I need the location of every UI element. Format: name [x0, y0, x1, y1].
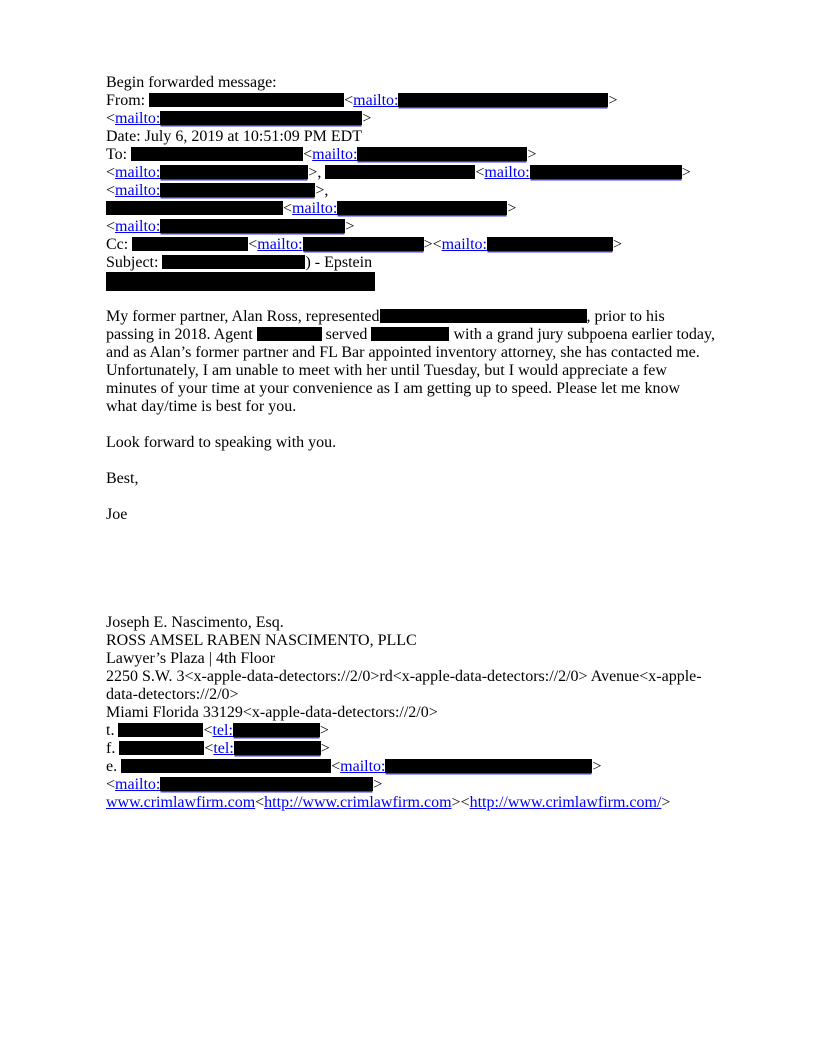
subject-suffix: ) - Epstein	[305, 254, 373, 271]
body-text: with a grand jury subpoena earlier today,	[449, 326, 715, 343]
angle-close: >	[373, 776, 383, 793]
redaction-bar	[119, 741, 204, 755]
phone-line	[106, 722, 726, 740]
angle-open: <	[475, 164, 485, 181]
angle-open: <	[204, 740, 214, 757]
redaction-bar	[380, 309, 587, 323]
closing-text: Look forward to speaking with you.	[106, 434, 337, 451]
angle-close-comma: >,	[308, 164, 322, 181]
signature-name-line	[106, 614, 726, 632]
signature-floor-line	[106, 650, 726, 668]
mailto-link[interactable]: mailto:	[115, 164, 161, 181]
redaction-bar	[162, 255, 305, 269]
redaction-bar	[371, 327, 449, 341]
angle-close: >	[345, 218, 355, 235]
body-text: passing in 2018. Agent	[106, 326, 257, 343]
blank-line	[106, 290, 726, 308]
blank-line	[106, 416, 726, 434]
blank-line	[106, 560, 726, 578]
redaction-bar	[337, 201, 507, 215]
angle-open: <	[303, 146, 313, 163]
redaction-bar	[398, 93, 608, 107]
angle-close: >	[661, 794, 671, 811]
blank-line	[106, 596, 726, 614]
blank-line	[106, 488, 726, 506]
signature-floor: Lawyer’s Plaza | 4th Floor	[106, 650, 276, 667]
closing-line	[106, 434, 726, 452]
angle-close: >	[592, 758, 602, 775]
email-label: e.	[106, 758, 122, 775]
redaction-bar	[106, 272, 375, 291]
signature-firm-line	[106, 632, 726, 650]
angle-open: <	[106, 110, 116, 127]
tel-link[interactable]: tel:	[213, 740, 234, 757]
cc-label: Cc:	[106, 236, 133, 253]
signature-city-line	[106, 704, 726, 722]
angle-close: >	[451, 794, 461, 811]
angle-close: >	[362, 110, 372, 127]
body-line-6	[106, 398, 726, 416]
body-line-2	[106, 326, 726, 344]
angle-open: <	[106, 164, 116, 181]
angle-open: <	[460, 794, 470, 811]
redaction-bar	[357, 147, 527, 161]
angle-open: <	[283, 200, 293, 217]
blank-line	[106, 578, 726, 596]
angle-open: <	[106, 776, 116, 793]
angle-open: <	[255, 794, 265, 811]
signature-city: Miami Florida 33129<x-apple-data-detectors://2/0>	[106, 704, 438, 721]
redaction-bar	[160, 165, 308, 179]
to-cont-line-2	[106, 182, 726, 200]
redaction-bar	[132, 237, 248, 251]
mailto-link[interactable]: mailto:	[292, 200, 338, 217]
begin-forwarded-line	[106, 74, 726, 92]
to-cont-line-1	[106, 164, 726, 182]
angle-open: <	[106, 182, 116, 199]
angle-close: >	[320, 740, 330, 757]
phone-label: t.	[106, 722, 119, 739]
mailto-link[interactable]: mailto:	[340, 758, 386, 775]
mailto-link[interactable]: mailto:	[115, 218, 161, 235]
from-mailto-cont-line	[106, 110, 726, 128]
body-text: , prior to his	[586, 308, 665, 325]
mailto-link[interactable]: mailto:	[115, 110, 161, 127]
redaction-bar	[160, 777, 373, 791]
website-line	[106, 794, 726, 812]
body-line-5	[106, 380, 726, 398]
body-line-4	[106, 362, 726, 380]
valediction-text: Best,	[106, 470, 139, 487]
tel-link[interactable]: tel:	[212, 722, 233, 739]
angle-close-comma: >,	[315, 182, 329, 199]
website-link[interactable]: www.crimlawfirm.com	[106, 794, 256, 811]
to-cont-line-4	[106, 218, 726, 236]
from-line	[106, 92, 726, 110]
to-cont-line-3	[106, 200, 726, 218]
to-label: To:	[106, 146, 132, 163]
angle-open: <	[432, 236, 442, 253]
angle-close: >	[608, 92, 618, 109]
body-text: My former partner, Alan Ross, represented	[106, 308, 380, 325]
redaction-bar	[234, 741, 321, 755]
redaction-bar	[303, 237, 424, 251]
redaction-bar	[131, 147, 303, 161]
mailto-link[interactable]: mailto:	[257, 236, 303, 253]
blank-line	[106, 452, 726, 470]
mailto-link[interactable]: mailto:	[312, 146, 358, 163]
email-line	[106, 758, 726, 776]
signoff-text: Joe	[106, 506, 128, 523]
mailto-link[interactable]: mailto:	[484, 164, 530, 181]
redaction-bar	[530, 165, 682, 179]
email-content	[106, 74, 726, 812]
body-line-1	[106, 308, 726, 326]
signature-street-line	[106, 668, 726, 686]
signoff-line	[106, 506, 726, 524]
mailto-link[interactable]: mailto:	[441, 236, 487, 253]
redaction-bar	[325, 165, 475, 179]
mailto-link[interactable]: mailto:	[115, 776, 161, 793]
valediction-line	[106, 470, 726, 488]
website-url-link[interactable]: http://www.crimlawfirm.com	[264, 794, 452, 811]
redaction-bar	[487, 237, 613, 251]
redaction-bar	[118, 723, 203, 737]
begin-forwarded-text: Begin forwarded message:	[106, 74, 277, 91]
date-line	[106, 128, 726, 146]
angle-close: >	[681, 164, 691, 181]
redaction-bar	[160, 111, 362, 125]
website-url-link[interactable]: http://www.crimlawfirm.com/	[469, 794, 662, 811]
redaction-bar	[233, 723, 320, 737]
redaction-bar	[385, 759, 592, 773]
body-text: and as Alan’s former partner and FL Bar appointed inventory attorney, she has contacted me.	[106, 344, 700, 361]
angle-open: <	[203, 722, 213, 739]
redaction-bar	[257, 327, 322, 341]
cc-line	[106, 236, 726, 254]
to-line	[106, 146, 726, 164]
angle-close: >	[423, 236, 433, 253]
fax-line	[106, 740, 726, 758]
angle-open: <	[248, 236, 258, 253]
body-text: what day/time is best for you.	[106, 398, 297, 415]
angle-open: <	[106, 218, 116, 235]
body-text: Unfortunately, I am unable to meet with her until Tuesday, but I would appreciate a few	[106, 362, 667, 379]
signature-name: Joseph E. Nascimento, Esq.	[106, 614, 284, 631]
angle-close: >	[507, 200, 517, 217]
angle-open: <	[331, 758, 341, 775]
email-cont-line	[106, 776, 726, 794]
signature-firm: ROSS AMSEL RABEN NASCIMENTO, PLLC	[106, 632, 417, 649]
fax-label: f.	[106, 740, 120, 757]
signature-street: 2250 S.W. 3<x-apple-data-detectors://2/0>rd<x-apple-data-detectors://2/0> Avenue<x-apple-	[106, 668, 702, 685]
body-text: minutes of your time at your convenience as I am getting up to speed. Please let me know	[106, 380, 681, 397]
body-line-3	[106, 344, 726, 362]
redaction-bar	[106, 201, 283, 215]
redaction-bar	[160, 183, 315, 197]
angle-open: <	[344, 92, 354, 109]
redaction-bar	[149, 93, 344, 107]
from-label: From:	[106, 92, 150, 109]
angle-close: >	[527, 146, 537, 163]
mailto-link[interactable]: mailto:	[353, 92, 399, 109]
signature-street-cont-line	[106, 686, 726, 704]
angle-close: >	[319, 722, 329, 739]
redaction-bar	[160, 219, 345, 233]
subject-redaction-line	[106, 272, 726, 290]
date-text: Date: July 6, 2019 at 10:51:09 PM EDT	[106, 128, 362, 145]
mailto-link[interactable]: mailto:	[115, 182, 161, 199]
blank-line	[106, 524, 726, 542]
subject-label: Subject:	[106, 254, 163, 271]
subject-line	[106, 254, 726, 272]
redaction-bar	[121, 759, 331, 773]
angle-close: >	[612, 236, 622, 253]
body-text: served	[321, 326, 372, 343]
blank-line	[106, 542, 726, 560]
signature-street-cont: data-detectors://2/0>	[106, 686, 239, 703]
